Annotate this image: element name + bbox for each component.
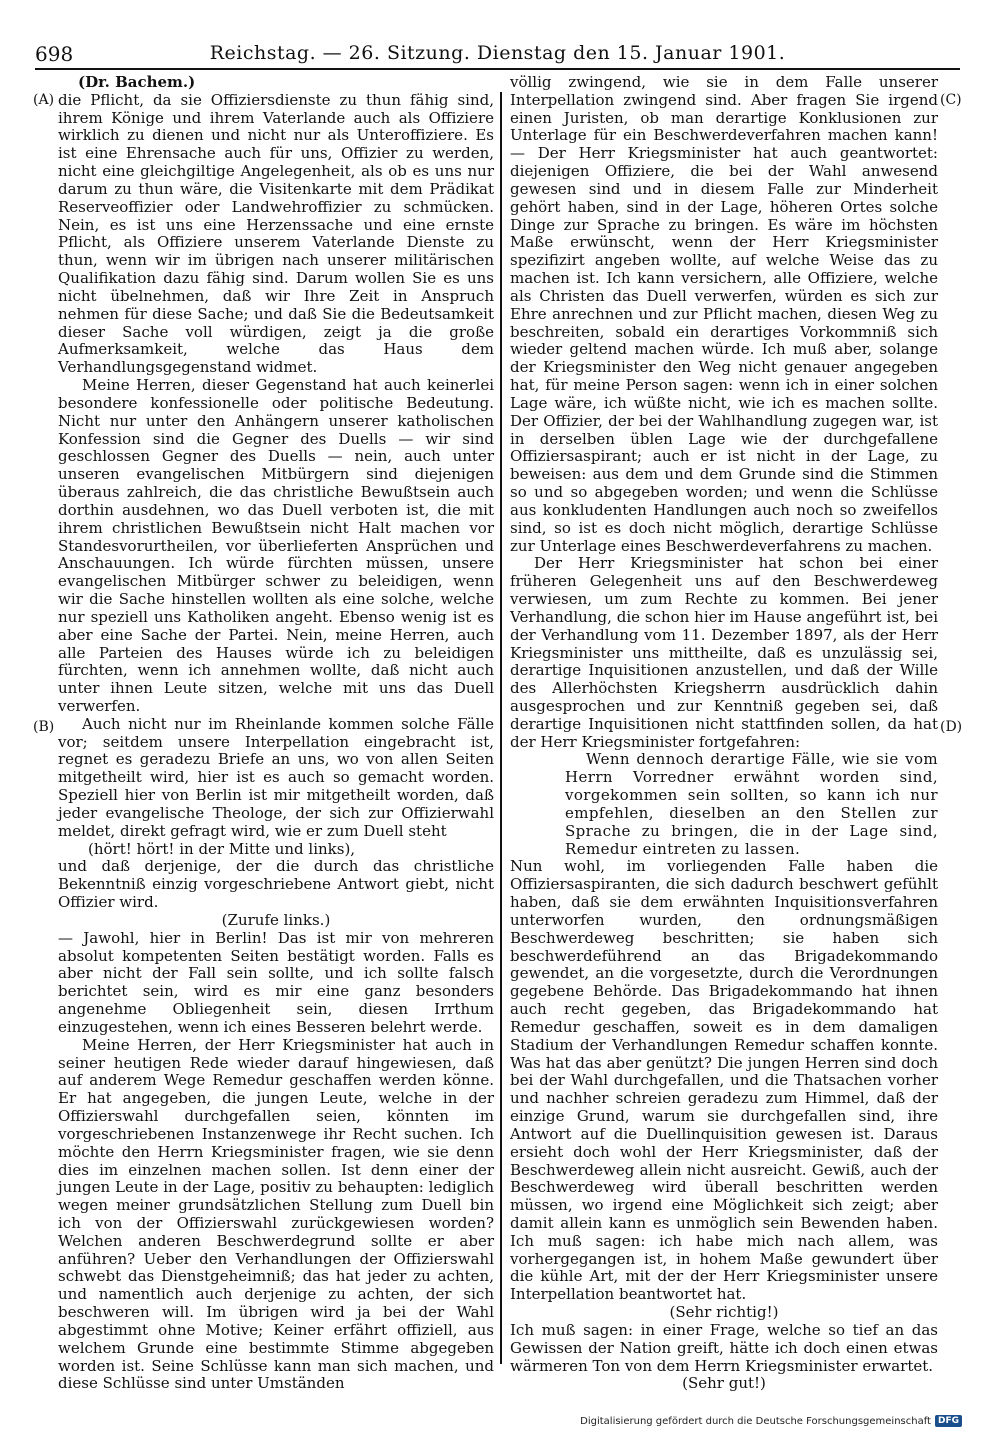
- header-rule: [35, 68, 960, 70]
- paragraph: und daß derjenige, der die durch das christliche Bekenntniß einzig vorgeschriebene Antwort giebt, nicht Offizier wird.: [58, 857, 494, 912]
- margin-mark-c: (C): [940, 92, 962, 108]
- paragraph: Meine Herren, dieser Gegenstand hat auch keinerlei besondere konfessionelle oder politische Bedeutung. Nicht nur unter den Anhängern unserer katholischen Konfession sind die Gegner des Duells — wir sind geschlossen Gegner des Duells — nein, auch unter unseren evangelischen Mitbürgern sind diejenigen überaus zahlreich, die das christliche Bewußtsein auch dorthin ausdehnen, wo das Duell verboten ist, die mit ihrem christlichen Bewußtsein nicht Halt machen vor Standesvorurtheilen, vor überlieferten Ansprüchen und Anschauungen. Ich würde fürchten müssen, unsere evangelischen Mitbürger schwer zu beleidigen, wenn wir die Sache hinstellen wollten als eine solche, welche nur speziell uns Katholiken angeht. Ebenso wenig ist es aber eine Sache der Partei. Nein, meine Herren, auch alle Parteien des Hauses würde ich zu beleidigen fürchten, wenn ich annehmen wollte, daß nicht auch unter ihnen Leute sitzen, welche mit uns das Duell verwerfen.: [58, 376, 494, 715]
- page-number: 698: [35, 42, 74, 66]
- quotation: Wenn dennoch derartige Fälle, wie sie vom Herrn Vorredner erwähnt worden sind, vorgekommen sein sollten, so kann ich nur empfehlen, dieselben an den Stellen zur Sprache zu bringen, die in der Lage sind, Remedur eintreten zu lassen.: [565, 750, 938, 858]
- paragraph: Der Herr Kriegsminister hat schon bei einer früheren Gelegenheit uns auf den Beschwerdeweg verwiesen, um zum Rechte zu kommen. Bei jener Verhandlung, die schon hier im Hause angeführt ist, bei der Verhandlung vom 11. Dezember 1897, als der Herr Kriegsminister uns mittheilte, daß es unzulässig sei, derartige Inquisitionen anzustellen, und daß der Wille des Allerhöchsten Kriegsherrn ausdrücklich dahin ausgesprochen und zur Kenntniß gegeben sei, daß derartige Inquisitionen nicht stattfinden sollen, da hat der Herr Kriegsminister fortgefahren:: [510, 554, 938, 751]
- interjection: (hört! hört! in der Mitte und links),: [88, 839, 356, 858]
- paragraph: die Pflicht, da sie Offiziersdienste zu thun fähig sind, ihrem Könige und ihrem Vaterlande auch als Offiziere wirklich zu dienen und nicht nur als Unteroffiziere. Es ist eine Ehrensache auch für uns, Offizier zu werden, nicht eine gleichgiltige Angelegenheit, als ob es uns nur darum zu thun wäre, die Visitenkarte mit dem Prädikat Reserveoffizier oder Landwehroffizier zu schmücken. Nein, es ist uns eine Herzenssache und eine ernste Pflicht, als Offiziere unserem Vaterlande Dienste zu thun, wenn wir im übrigen nach unserer militärischen Qualifikation dazu fähig sind. Darum wollen Sie es uns nicht übelnehmen, daß wir Ihre Zeit in Anspruch nehmen für diese Sache; und daß Sie die Bedeutsamkeit dieser Sache voll würdigen, zeigt ja die große Aufmerksamkeit, welche das Haus dem Verhandlungsgegenstand widmet.: [58, 90, 494, 377]
- paragraph: Ich muß sagen: in einer Frage, welche so tief an das Gewissen der Nation greift, hätte ich doch einen etwas wärmeren Ton von dem Herrn Kriegsminister erwartet.: [510, 1320, 938, 1375]
- paragraph: völlig zwingend, wie sie in dem Falle unserer Interpellation zwingend sind. Aber fragen Sie irgend einen Juristen, ob man derartige Konklusionen zur Unterlage für ein Beschwerdeverfahren machen kann! — Der Herr Kriegsminister hat auch geantwortet: diejenigen Offiziere, die bei der Wahl anwesend gewesen sind und in diesem Falle zur Minderheit gehört haben, sind in der Lage, höheren Ortes solche Dinge zur Sprache zu bringen. Es wäre im höchsten Maße erwünscht, wenn der Herr Kriegsminister spezifizirt angeben wollte, auf welche Weise das zu machen ist. Ich kann versichern, alle Offiziere, welche als Christen das Duell verwerfen, würden es sich zur Ehre anrechnen und zur Pflicht machen, diesen Weg zu beschreiten, sobald ein derartiges Vorkommniß sich wieder geltend machen würde. Ich muß aber, solange der Kriegsminister den Weg nicht genauer angegeben hat, für meine Person sagen: wenn ich in einer solchen Lage wäre, ich wüßte nicht, wie ich es machen sollte. Der Offizier, der bei der Wahlhandlung zugegen war, ist in derselben üblen Lage wie der durchgefallene Offiziersaspirant; auch er ist nicht in der Lage, zu beweisen: aus dem und dem Grunde sind die Stimmen so und so abgegeben worden; und wenn die Schlüsse aus konkludenten Handlungen auch noch so zweifellos sind, so ist es doch nicht möglich, derartige Schlüsse zur Unterlage eines Beschwerdeverfahrens zu machen.: [510, 73, 938, 555]
- margin-mark-d: (D): [940, 719, 963, 735]
- left-column: [58, 74, 494, 1393]
- interjection: (Sehr gut!): [682, 1374, 766, 1393]
- margin-mark-b: (B): [33, 719, 55, 735]
- margin-mark-a: (A): [33, 92, 55, 108]
- credit-text: Digitalisierung gefördert durch die Deutsche Forschungsgemeinschaft: [580, 1415, 931, 1427]
- speaker-name: (Dr. Bachem.): [78, 73, 196, 91]
- digitization-credit: [580, 1415, 962, 1427]
- column-divider: [500, 92, 502, 1364]
- paragraph: — Jawohl, hier in Berlin! Das ist mir von mehreren absolut kompetenten Seiten bestätigt worden. Falls es aber nicht der Fall sein sollte, und ich sollte falsch berichtet sein, wird es mir eine ganz besonders angenehme Obliegenheit sein, diesen Irrthum einzugestehen, wenn ich eines Besseren belehrt werde.: [58, 928, 494, 1036]
- right-column: [510, 74, 938, 1393]
- interjection: (Zurufe links.): [221, 910, 331, 929]
- running-head: Reichstag. — 26. Sitzung. Dienstag den 15. Januar 1901.: [209, 42, 786, 64]
- paragraph: Meine Herren, der Herr Kriegsminister hat auch in seiner heutigen Rede wieder darauf hingewiesen, daß auf anderem Wege Remedur geschaffen werden könne. Er hat angegeben, die jungen Leute, welche in der Offizierswahl durchgefallen seien, könnten im vorgeschriebenen Instanzenwege ihr Recht suchen. Ich möchte den Herrn Kriegsminister fragen, wie sie denn dies im einzelnen machen sollen. Ist denn einer der jungen Leute in der Lage, positiv zu behaupten: lediglich wegen meiner grundsätzlichen Stellung zum Duell bin ich von der Offizierswahl zurückgewiesen worden? Welchen anderen Beschwerdegrund sollte er aber anführen? Ueber den Verhandlungen der Offizierswahl schwebt das Dienstgeheimniß; das hat jeder zu achten, und namentlich auch derjenige zu achten, der sich beschweren will. Im übrigen wird ja bei der Wahl abgestimmt ohne Motive; Keiner erfährt offiziell, aus welchem Grunde eine bestimmte Stimme abgegeben worden ist. Seine Schlüsse kann man sich machen, und diese Schlüsse sind unter Umständen: [58, 1035, 494, 1393]
- interjection: (Sehr richtig!): [669, 1303, 779, 1322]
- paragraph: Auch nicht nur im Rheinlande kommen solche Fälle vor; seitdem unsere Interpellation eingebracht ist, regnet es geradezu Briefe an uns, wo von allen Seiten mitgetheilt wird, hier ist es auch so gemacht worden. Speziell hier von Berlin ist mir mitgetheilt worden, daß jeder evangelische Theologe, der sich zur Offizierwahl meldet, direkt gefragt wird, wie er zum Duell steht: [58, 714, 494, 840]
- dfg-logo-icon: DFG: [935, 1415, 962, 1427]
- paragraph: Nun wohl, im vorliegenden Falle haben die Offiziersaspiranten, die sich dadurch beschwert gefühlt haben, daß sie dem erwähnten Inquisitionsverfahren unterworfen wurden, den ordnungsmäßigen Beschwerdeweg beschritten; sie haben sich beschwerdeführend an das Brigadekommando gewendet, an die vorgesetzte, durch die Verordnungen gegebene Behörde. Das Brigadekommando hat ihnen auch recht gegeben, das Brigadekommando hat Remedur geschaffen, soweit es in dem damaligen Stadium der Verhandlungen Remedur schaffen konnte. Was hat das aber genützt? Die jungen Herren sind doch bei der Wahl durchgefallen, und die Thatsachen vorher und nachher schreien geradezu zum Himmel, daß der einzige Grund, warum sie durchgefallen sind, ihre Antwort auf die Duellinquisition gewesen ist. Daraus ersieht doch wohl der Herr Kriegsminister, daß der Beschwerdeweg allein nicht ausreicht. Gewiß, auch der Beschwerdeweg wird überall beschritten werden müssen, wo irgend eine Möglichkeit sich zeigt; aber damit allein kann es unmöglich sein Bewenden haben. Ich muß sagen: ich habe mich nach allem, was vorhergegangen ist, in hohem Maße gewundert über die kühle Art, mit der der Herr Kriegsminister unsere Interpellation beantwortet hat.: [510, 857, 938, 1304]
- page-header: [35, 38, 960, 68]
